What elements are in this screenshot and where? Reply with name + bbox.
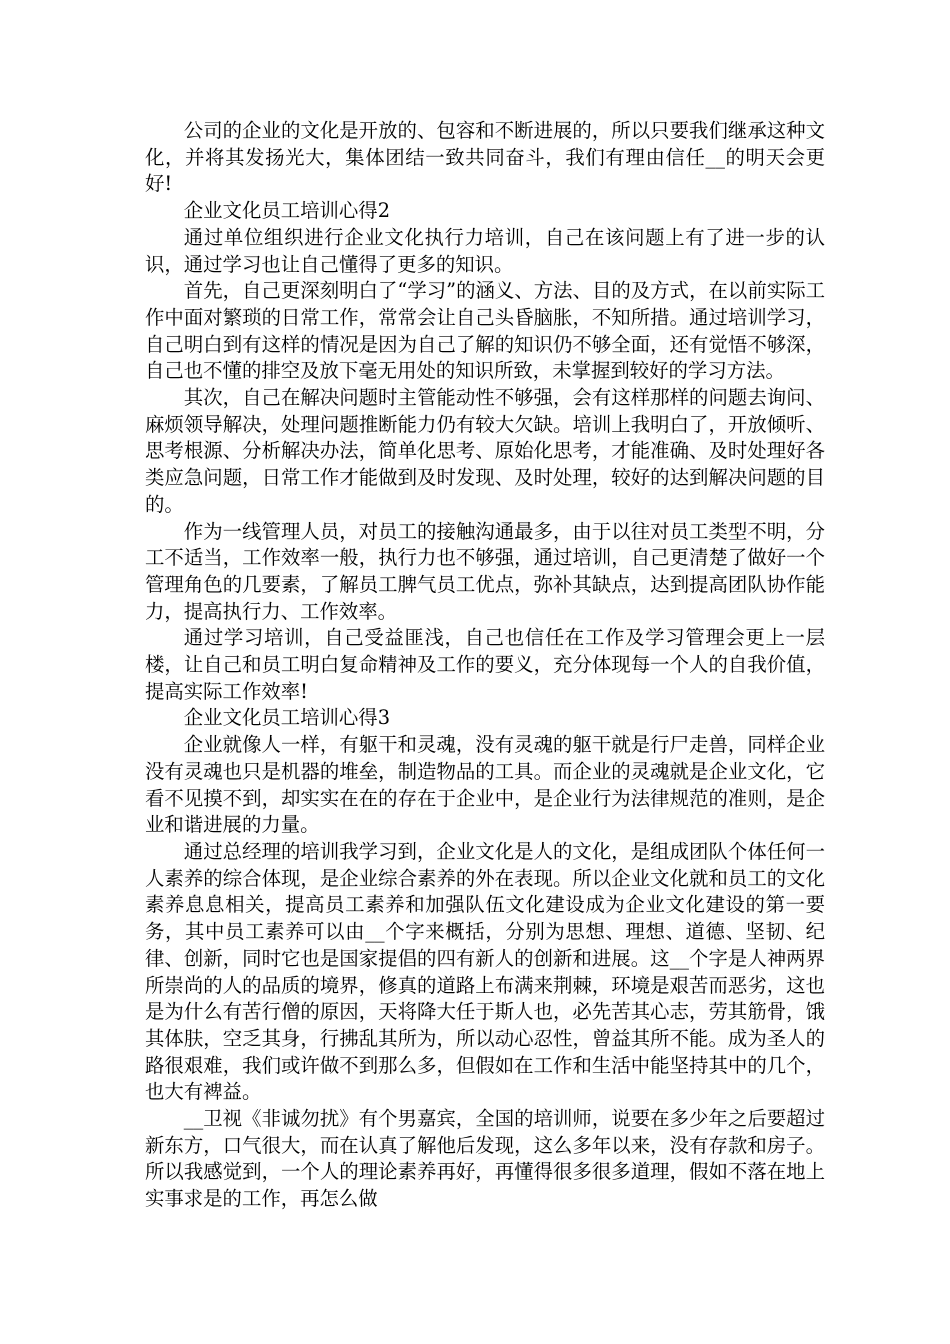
paragraph: 公司的企业的文化是开放的、包容和不断进展的，所以只要我们继承这种文化，并将其发扬光大，集体团结一致共同奋斗，我们有理由信任__的明天会更好! xyxy=(145,119,825,196)
document-body xyxy=(145,118,825,1213)
section-heading-3: 企业文化员工培训心得3 xyxy=(183,706,391,730)
paragraph: 作为一线管理人员，对员工的接触沟通最多，由于以往对员工类型不明，分工不适当，工作效率一般，执行力也不够强，通过培训，自己更清楚了做好一个管理角色的几要素，了解员工脾气员工优点，弥补其缺点，达到提高团队协作能力，提高执行力、工作效率。 xyxy=(145,519,825,623)
paragraph: 首先，自己更深刻明白了“学习”的涵义、方法、目的及方式，在以前实际工作中面对繁琐的日常工作，常常会让自己头昏脑胀，不知所措。通过培训学习，自己明白到有这样的情况是因为自己了解的知识仍不够全面，还有觉悟不够深，自己也不懂的排空及放下毫无用处的知识所致，未掌握到较好的学习方法。 xyxy=(145,279,825,383)
paragraph: 其次，自己在解决问题时主管能动性不够强，会有这样那样的问题去询问、麻烦领导解决，处理问题推断能力仍有较大欠缺。培训上我明白了，开放倾听、思考根源、分析解决办法，简单化思考、原始化思考，才能准确、及时处理好各类应急问题，日常工作才能做到及时发现、及时处理，较好的达到解决问题的目的。 xyxy=(145,386,825,516)
paragraph: __卫视《非诚勿扰》有个男嘉宾，全国的培训师，说要在多少年之后要超过新东方，口气很大，而在认真了解他后发现，这么多年以来，没有存款和房子。所以我感觉到，一个人的理论素养再好，再懂得很多很多道理，假如不落在地上实事求是的工作，再怎么做 xyxy=(145,1107,825,1211)
paragraph: 通过单位组织进行企业文化执行力培训，自己在该问题上有了进一步的认识，通过学习也让自己懂得了更多的知识。 xyxy=(145,225,825,276)
paragraph: 企业就像人一样，有躯干和灵魂，没有灵魂的躯干就是行尸走兽，同样企业没有灵魂也只是机器的堆垒，制造物品的工具。而企业的灵魂就是企业文化，它看不见摸不到，却实实在在的存在于企业中，是企业行为法律规范的准则，是企业和谐进展的力量。 xyxy=(145,733,825,837)
paragraph: 通过学习培训，自己受益匪浅，自己也信任在工作及学习管理会更上一层楼，让自己和员工明白复命精神及工作的要义，充分体现每一个人的自我价值，提高实际工作效率! xyxy=(145,626,825,703)
section-heading-2: 企业文化员工培训心得2 xyxy=(183,199,391,223)
paragraph: 通过总经理的培训我学习到，企业文化是人的文化，是组成团队个体任何一人素养的综合体现，是企业综合素养的外在表现。所以企业文化就和员工的文化素养息息相关，提高员工素养和加强队伍文化建设成为企业文化建设的第一要务，其中员工素养可以由__个字来概括，分别为思想、理想、道德、坚韧、纪律、创新，同时它也是国家提倡的四有新人的创新和进展。这__个字是人神两界所崇尚的人的品质的境界，修真的道路上布满来荆棘，环境是艰苦而恶劣，这也是为什么有苦行僧的原因，天将降大任于斯人也，必先苦其心志，劳其筋骨，饿其体肤，空乏其身，行拂乱其所为，所以动心忍性，曾益其所不能。成为圣人的路很艰难，我们或许做不到那么多，但假如在工作和生活中能坚持其中的几个，也大有裨益。 xyxy=(145,839,825,1104)
